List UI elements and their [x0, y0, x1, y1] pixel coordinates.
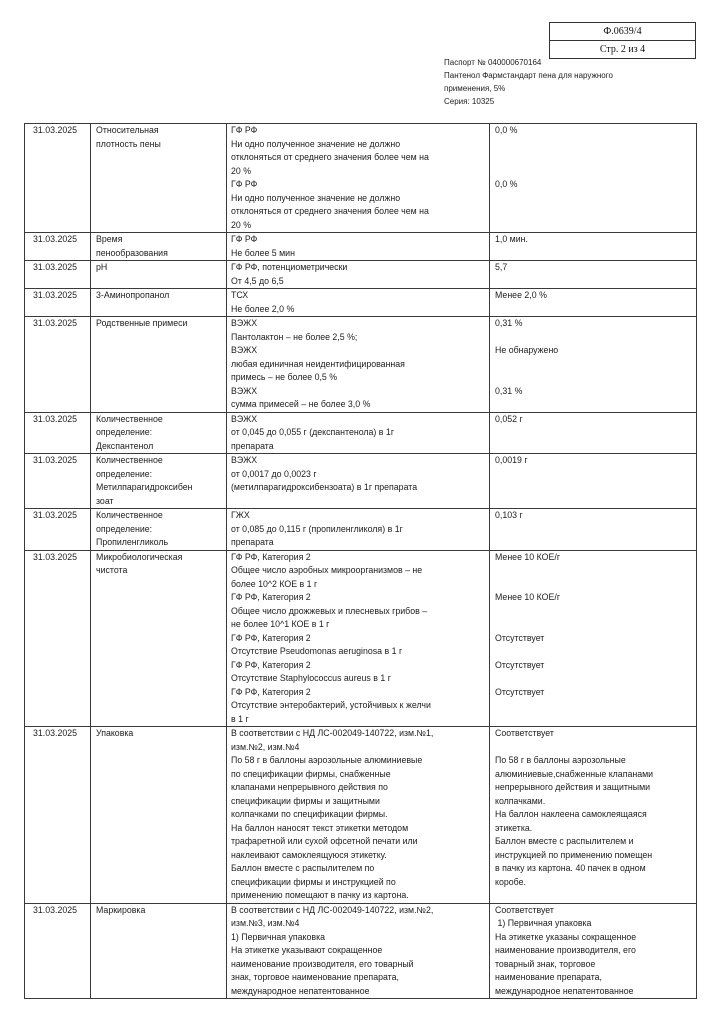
requirement-line: спецификации фирмы и защитными — [231, 795, 380, 806]
parameter-line: Относительная — [96, 125, 159, 135]
result-line: Менее 10 КОЕ/г — [495, 551, 561, 562]
requirement-cell — [227, 233, 490, 261]
test-date: 31.03.2025 — [33, 551, 78, 562]
test-date: 31.03.2025 — [33, 125, 78, 135]
requirement-line: ГФ РФ, Категория 2 — [231, 551, 311, 562]
table-row — [25, 233, 697, 261]
result-block — [495, 413, 692, 454]
requirement-line: ВЭЖХ — [231, 318, 258, 328]
requirement-block — [231, 289, 485, 316]
parameter-line: пенообразования — [96, 247, 168, 258]
result-line: 5,7 — [495, 262, 508, 272]
requirement-line: трафаретной или сухой офсетной печати или — [231, 836, 418, 846]
result-line: колпачками. — [495, 795, 546, 806]
result-line: 1) Первичная упаковка — [495, 918, 592, 928]
result-block — [495, 591, 692, 632]
result-block — [495, 454, 692, 495]
requirement-line: ГФ РФ, Категория 2 — [231, 659, 311, 670]
result-line: 0,0 % — [495, 125, 518, 135]
requirement-line: препарата — [231, 440, 274, 451]
table-row — [25, 261, 697, 289]
requirement-line: 20 % — [231, 165, 252, 176]
requirement-block — [231, 904, 485, 999]
requirement-line: наименование производителя, его товарный — [231, 958, 414, 969]
result-cell — [490, 727, 697, 904]
result-line: инструкцией по применению помещен — [495, 849, 653, 860]
result-line: международное непатентованное — [495, 985, 634, 996]
test-date: 31.03.2025 — [33, 318, 78, 328]
parameter-line: Декспантенол — [96, 440, 154, 451]
date-cell — [25, 454, 91, 509]
parameter-cell — [91, 289, 227, 317]
requirement-line: ТСХ — [231, 290, 249, 300]
result-line: Не обнаружено — [495, 345, 559, 355]
requirement-line: ГФ РФ — [231, 234, 258, 244]
date-cell — [25, 412, 91, 454]
requirement-line: ГФ РФ — [231, 125, 258, 135]
result-block — [495, 551, 692, 592]
table-row — [25, 550, 697, 727]
parameter-line: Маркировка — [96, 904, 146, 915]
result-block — [495, 178, 692, 232]
requirement-cell — [227, 509, 490, 551]
parameter-line: Время — [96, 234, 123, 244]
result-line: На этикетке указаны сокращенное — [495, 931, 637, 942]
result-cell — [490, 124, 697, 233]
result-block — [495, 509, 692, 550]
requirement-line: Отсутствие Pseudomonas aeruginosa в 1 г — [231, 646, 403, 656]
parameter-cell — [91, 261, 227, 289]
requirement-line: Ни одно полученное значение не должно — [231, 192, 401, 203]
requirement-block — [231, 591, 485, 632]
requirement-line: В соответствии с НД ЛС-002049-140722, изм.№2, — [231, 904, 434, 915]
requirement-block — [231, 385, 485, 412]
requirement-block — [231, 754, 485, 903]
requirement-line: (метилпарагидроксибензоата) в 1г препарата — [231, 482, 418, 492]
result-cell — [490, 454, 697, 509]
requirement-line: 1) Первичная упаковка — [231, 931, 326, 942]
date-cell — [25, 289, 91, 317]
requirement-line: Баллон вместе с распылителем по — [231, 863, 375, 873]
parameter-cell — [91, 124, 227, 233]
parameter-cell — [91, 550, 227, 727]
result-line: Менее 10 КОЕ/г — [495, 592, 561, 602]
requirement-line: По 58 г в баллоны аэрозольные алюминиевые — [231, 755, 423, 765]
result-line: 1,0 мин. — [495, 234, 528, 244]
result-line: Отсутствует — [495, 632, 545, 643]
requirement-line: ГЖХ — [231, 510, 250, 520]
result-line: 0,0019 г — [495, 455, 528, 465]
requirement-line: ВЭЖХ — [231, 455, 258, 465]
result-block — [495, 754, 692, 903]
parameter-line: Родственные примеси — [96, 318, 188, 328]
date-cell — [25, 550, 91, 727]
requirement-block — [231, 413, 485, 454]
result-line: наименование препарата, — [495, 972, 602, 982]
test-date: 31.03.2025 — [33, 234, 78, 244]
requirement-line: ВЭЖХ — [231, 413, 258, 424]
requirement-cell — [227, 412, 490, 454]
page-number: Стр. 2 из 4 — [550, 40, 695, 58]
table-row — [25, 124, 697, 233]
table-row — [25, 412, 697, 454]
requirement-line: Ни одно полученное значение не должно — [231, 138, 401, 149]
requirement-cell — [227, 124, 490, 233]
result-line: Баллон вместе с распылителем и — [495, 836, 634, 846]
result-cell — [490, 261, 697, 289]
result-line: коробе. — [495, 876, 526, 887]
requirement-block — [231, 261, 485, 288]
test-date: 31.03.2025 — [33, 413, 78, 424]
result-line: в пачку из картона. 40 пачек в одном — [495, 863, 646, 873]
requirement-line: ГФ РФ — [231, 179, 258, 189]
result-line: непрерывного действия и защитными — [495, 782, 651, 792]
product-name-line: Пантенол Фармстандарт пена для наружного — [444, 71, 613, 80]
form-code: Ф.0639/4 — [603, 26, 642, 37]
test-date: 31.03.2025 — [33, 904, 78, 915]
result-line: На баллон наклеена самоклеящаяся — [495, 809, 647, 819]
table-row — [25, 289, 697, 317]
result-line: товарный знак, торговое — [495, 958, 596, 969]
result-block — [495, 385, 692, 412]
result-block — [495, 289, 692, 316]
requirement-cell — [227, 454, 490, 509]
result-cell — [490, 233, 697, 261]
result-line: 0,052 г — [495, 413, 523, 424]
result-block — [495, 124, 692, 178]
result-line: Менее 2,0 % — [495, 290, 547, 300]
requirement-block — [231, 686, 485, 727]
parameter-line: Метилпарагидроксибен — [96, 482, 193, 492]
requirement-line: применению помещают в пачку из картона. — [231, 890, 409, 900]
test-date: 31.03.2025 — [33, 455, 78, 465]
parameter-line: чистота — [96, 565, 128, 575]
table-row — [25, 454, 697, 509]
result-cell — [490, 509, 697, 551]
parameter-line: Пропиленгликоль — [96, 537, 169, 547]
requirement-line: клапанами непрерывного действия по — [231, 782, 388, 792]
parameter-line: Количественное — [96, 455, 163, 465]
requirement-line: ГФ РФ, Категория 2 — [231, 686, 311, 697]
requirement-line: ГФ РФ, Категория 2 — [231, 632, 311, 643]
requirement-line: Отсутствие энтеробактерий, устойчивых к желчи — [231, 700, 431, 710]
result-block — [495, 233, 692, 260]
requirement-line: От 4,5 до 6,5 — [231, 275, 284, 286]
table-row — [25, 727, 697, 904]
requirement-block — [231, 551, 485, 592]
result-block — [495, 344, 692, 385]
product-name-line: применения, 5% — [444, 84, 506, 93]
requirement-line: Общее число аэробных микроорганизмов – не — [231, 565, 423, 575]
requirement-line: ВЭЖХ — [231, 345, 258, 355]
parameter-cell — [91, 317, 227, 413]
requirement-line: Отсутствие Staphylococcus aureus в 1 г — [231, 673, 391, 683]
requirement-line: изм.№2, изм.№4 — [231, 741, 300, 752]
requirement-cell — [227, 289, 490, 317]
requirement-line: международное непатентованное — [231, 985, 370, 996]
requirement-block — [231, 659, 485, 686]
result-block — [495, 261, 692, 288]
result-line: алюминиевые,снабженные клапанами — [495, 768, 654, 779]
requirement-line: наклеивают самоклеящуюся этикетку. — [231, 849, 387, 860]
result-block — [495, 317, 692, 344]
parameter-line: Количественное — [96, 413, 163, 424]
requirement-line: спецификации фирмы и инструкцией по — [231, 876, 396, 887]
requirement-block — [231, 233, 485, 260]
requirement-cell — [227, 903, 490, 999]
requirement-line: Общее число дрожжевых и плесневых грибов – — [231, 605, 428, 616]
requirement-line: ГФ РФ, Категория 2 — [231, 592, 311, 602]
result-block — [495, 727, 692, 754]
series-number: Серия: 10325 — [444, 97, 495, 106]
requirement-line: в 1 г — [231, 713, 249, 724]
requirement-line: В соответствии с НД ЛС-002049-140722, изм.№1, — [231, 728, 434, 738]
requirement-block — [231, 509, 485, 550]
requirement-block — [231, 632, 485, 659]
requirement-line: от 0,0017 до 0,0023 г — [231, 468, 317, 479]
passport-header — [444, 56, 613, 108]
parameter-line: pH — [96, 262, 108, 272]
parameter-line: Количественное — [96, 510, 163, 520]
date-cell — [25, 317, 91, 413]
requirement-line: более 10^2 КОЕ в 1 г — [231, 578, 318, 589]
requirement-line: Не более 2,0 % — [231, 303, 295, 314]
date-cell — [25, 233, 91, 261]
date-cell — [25, 727, 91, 904]
requirement-cell — [227, 727, 490, 904]
result-line: Отсутствует — [495, 659, 545, 670]
date-cell — [25, 124, 91, 233]
requirement-line: ВЭЖХ — [231, 385, 258, 396]
requirement-block — [231, 317, 485, 344]
requirement-block — [231, 124, 485, 178]
results-body — [25, 124, 697, 999]
requirement-cell — [227, 550, 490, 727]
requirement-line: Пантолактон – не более 2,5 %; — [231, 331, 358, 342]
requirement-line: На баллон наносят текст этикетки методом — [231, 822, 409, 833]
requirement-line: от 0,085 до 0,115 г (пропиленгликоля) в 1г — [231, 523, 403, 534]
requirement-line: примесь – не более 0,5 % — [231, 372, 338, 382]
requirement-line: колпачками по спецификации фирмы. — [231, 809, 388, 819]
requirement-block — [231, 454, 485, 495]
result-line: Соответствует — [495, 728, 554, 738]
parameter-cell — [91, 903, 227, 999]
requirement-line: знак, торговое наименование препарата, — [231, 972, 399, 982]
requirement-line: от 0,045 до 0,055 г (декспантенола) в 1г — [231, 427, 395, 437]
date-cell — [25, 509, 91, 551]
requirement-line: сумма примесей – не более 3,0 % — [231, 399, 371, 409]
requirement-line: по спецификации фирмы, снабженные — [231, 768, 391, 779]
result-line: 0,103 г — [495, 510, 523, 520]
result-block — [495, 659, 692, 686]
result-line: 0,31 % — [495, 385, 523, 396]
requirement-cell — [227, 317, 490, 413]
parameter-line: определение: — [96, 523, 153, 534]
parameter-cell — [91, 509, 227, 551]
parameter-cell — [91, 727, 227, 904]
result-line: Отсутствует — [495, 686, 545, 697]
requirement-line: Не более 5 мин — [231, 247, 295, 258]
table-row — [25, 317, 697, 413]
requirement-line: отклоняться от среднего значения более чем на — [231, 152, 429, 162]
requirement-cell — [227, 261, 490, 289]
requirement-line: любая единичная неидентифицированная — [231, 358, 405, 369]
form-code-box — [549, 22, 696, 59]
test-date: 31.03.2025 — [33, 290, 78, 300]
requirement-line: 20 % — [231, 219, 252, 230]
result-line: 0,31 % — [495, 318, 523, 328]
test-date: 31.03.2025 — [33, 728, 78, 738]
result-block — [495, 904, 692, 999]
requirement-block — [231, 727, 485, 754]
passport-number: Паспорт № 040000670164 — [444, 58, 542, 67]
result-line: Соответствует — [495, 904, 554, 915]
table-row — [25, 509, 697, 551]
date-cell — [25, 261, 91, 289]
parameter-cell — [91, 233, 227, 261]
result-cell — [490, 289, 697, 317]
result-cell — [490, 317, 697, 413]
parameter-cell — [91, 412, 227, 454]
table-row — [25, 903, 697, 999]
result-line: 0,0 % — [495, 179, 518, 189]
parameter-line: Микробиологическая — [96, 551, 183, 562]
requirement-line: не более 10^1 КОЕ в 1 г — [231, 619, 330, 629]
result-cell — [490, 903, 697, 999]
date-cell — [25, 903, 91, 999]
parameter-line: 3-Аминопропанол — [96, 290, 170, 300]
parameter-line: плотность пены — [96, 138, 161, 149]
result-block — [495, 632, 692, 659]
requirement-line: препарата — [231, 537, 274, 547]
parameter-line: Упаковка — [96, 728, 134, 738]
parameter-line: определение: — [96, 468, 153, 479]
result-cell — [490, 412, 697, 454]
requirement-line: отклоняться от среднего значения более чем на — [231, 206, 429, 216]
requirement-line: изм.№3, изм.№4 — [231, 918, 300, 928]
result-line: По 58 г в баллоны аэрозольные — [495, 755, 626, 765]
result-cell — [490, 550, 697, 727]
result-line: наименование производителя, его — [495, 945, 636, 955]
result-block — [495, 686, 692, 727]
requirement-block — [231, 178, 485, 232]
test-date: 31.03.2025 — [33, 262, 78, 272]
requirement-line: На этикетке указывают сокращенное — [231, 945, 383, 955]
result-line: этикетка. — [495, 822, 533, 833]
parameter-line: зоат — [96, 495, 114, 506]
parameter-line: определение: — [96, 427, 153, 437]
test-results-table — [24, 123, 697, 999]
parameter-cell — [91, 454, 227, 509]
requirement-line: ГФ РФ, потенциометрически — [231, 262, 348, 272]
test-date: 31.03.2025 — [33, 510, 78, 520]
requirement-block — [231, 344, 485, 385]
